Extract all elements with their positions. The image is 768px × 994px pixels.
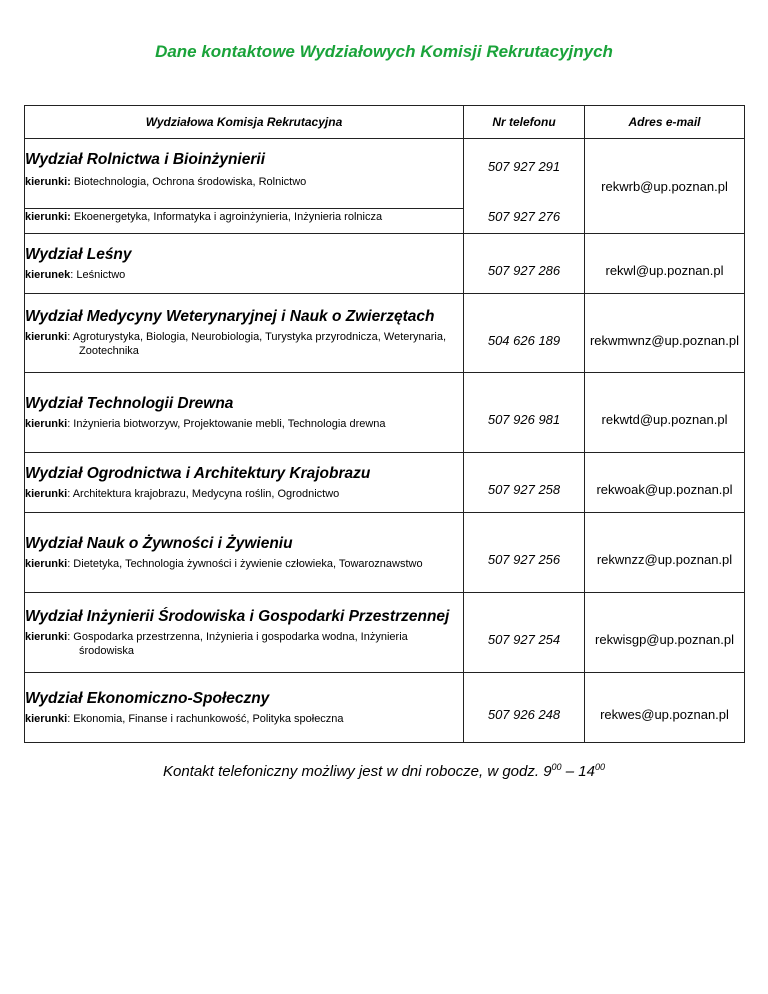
email-cell xyxy=(585,593,745,673)
programs xyxy=(25,268,463,282)
email-cell xyxy=(585,373,745,453)
faculty-cell xyxy=(25,373,464,453)
programs-label: kierunki xyxy=(25,417,68,430)
programs-list: Biotechnologia, Ochrona środowiska, Rolnictwo xyxy=(70,175,307,188)
header-email: Adres e-mail xyxy=(585,106,745,139)
phone-number[interactable]: 504 626 189 xyxy=(487,332,561,348)
programs xyxy=(25,417,463,431)
phone-cell xyxy=(464,139,585,209)
faculty-name: Wydział Technologii Drewna xyxy=(25,394,234,412)
email-address[interactable]: rekwoak@up.poznan.pl xyxy=(596,482,733,497)
programs xyxy=(25,175,463,189)
header-commission: Wydziałowa Komisja Rekrutacyjna xyxy=(25,106,464,139)
email-address[interactable]: rekwtd@up.poznan.pl xyxy=(601,412,728,427)
faculty-cell xyxy=(25,234,464,294)
programs xyxy=(25,557,463,571)
phone-number[interactable]: 507 927 258 xyxy=(487,482,561,497)
faculty-cell xyxy=(25,673,464,743)
email-cell xyxy=(585,453,745,513)
table-row xyxy=(25,139,745,209)
programs-list: : Ekonomia, Finanse i rachunkowość, Polityka społeczna xyxy=(67,712,344,725)
faculty-cell xyxy=(25,593,464,673)
table-row xyxy=(25,673,745,743)
programs-label: kierunki xyxy=(25,487,68,500)
faculty-name: Wydział Nauk o Żywności i Żywieniu xyxy=(25,534,293,552)
table-row xyxy=(25,234,745,294)
programs-label: kierunki: xyxy=(25,175,71,188)
faculty-name: Wydział Rolnictwa i Bioinżynierii xyxy=(25,150,266,168)
faculty-cell xyxy=(25,209,464,234)
programs-label: kierunki xyxy=(25,557,68,570)
faculty-cell xyxy=(25,453,464,513)
phone-cell xyxy=(464,593,585,673)
email-address[interactable]: rekwmwnz@up.poznan.pl xyxy=(589,332,740,348)
page-title: Dane kontaktowe Wydziałowych Komisji Rekrutacyjnych xyxy=(155,42,613,61)
programs-list: : Agroturystyka, Biologia, Neurobiologia, Turystyka przyrodnicza, Weterynaria, Zootechnika xyxy=(67,331,447,357)
footer-note xyxy=(0,762,768,780)
footer-sup-start: 00 xyxy=(551,762,562,772)
faculty-cell xyxy=(25,294,464,373)
email-cell xyxy=(585,139,745,234)
phone-number[interactable]: 507 927 291 xyxy=(487,159,561,174)
email-cell xyxy=(585,294,745,373)
phone-cell xyxy=(464,373,585,453)
phone-number[interactable]: 507 926 248 xyxy=(487,707,561,722)
programs-label: kierunek xyxy=(25,268,71,281)
contacts-table xyxy=(24,105,745,743)
faculty-name: Wydział Inżynierii Środowiska i Gospodarki Przestrzennej xyxy=(25,607,450,625)
programs-list: : Leśnictwo xyxy=(70,268,126,281)
faculty-cell xyxy=(25,139,464,209)
email-cell xyxy=(585,673,745,743)
faculty-name: Wydział Leśny xyxy=(25,245,132,263)
phone-number[interactable]: 507 926 981 xyxy=(487,412,561,427)
phone-cell xyxy=(464,673,585,743)
programs-label: kierunki xyxy=(25,630,68,643)
faculty-cell xyxy=(25,513,464,593)
phone-number[interactable]: 507 927 256 xyxy=(487,552,561,567)
email-address[interactable]: rekwes@up.poznan.pl xyxy=(600,707,729,722)
footer-dash: – 14 xyxy=(561,763,595,780)
programs xyxy=(25,630,463,658)
phone-cell xyxy=(464,513,585,593)
table-header-row xyxy=(25,106,745,139)
programs xyxy=(25,712,463,726)
table-row xyxy=(25,453,745,513)
phone-cell xyxy=(464,453,585,513)
header-phone: Nr telefonu xyxy=(464,106,585,139)
programs xyxy=(25,487,463,501)
programs xyxy=(25,210,463,224)
faculty-name: Wydział Ekonomiczno-Społeczny xyxy=(25,689,270,707)
faculty-name: Wydział Ogrodnictwa i Architektury Krajobrazu xyxy=(25,464,371,482)
programs xyxy=(25,330,463,358)
faculty-name: Wydział Medycyny Weterynaryjnej i Nauk o Zwierzętach xyxy=(25,308,435,325)
programs-label: kierunki: xyxy=(25,211,71,223)
programs-label: kierunki xyxy=(25,331,68,343)
programs-label: kierunki xyxy=(25,712,68,725)
email-address[interactable]: rekwnzz@up.poznan.pl xyxy=(596,552,733,567)
programs-list: : Gospodarka przestrzenna, Inżynieria i gospodarka wodna, Inżynieria środowiska xyxy=(67,630,408,657)
programs-list: : Dietetyka, Technologia żywności i żywienie człowieka, Towaroznawstwo xyxy=(67,557,423,570)
email-address[interactable]: rekwrb@up.poznan.pl xyxy=(601,178,728,194)
table-row xyxy=(25,593,745,673)
email-cell xyxy=(585,513,745,593)
table-row xyxy=(25,373,745,453)
phone-cell xyxy=(464,234,585,294)
phone-number[interactable]: 507 927 254 xyxy=(487,632,561,647)
phone-number[interactable]: 507 927 276 xyxy=(487,208,561,224)
email-address[interactable]: rekwisgp@up.poznan.pl xyxy=(595,632,734,647)
footer-sup-end: 00 xyxy=(594,762,605,772)
phone-cell xyxy=(464,209,585,234)
footer-text: Kontakt telefoniczny możliwy jest w dni robocze, w godz. 9 xyxy=(163,763,552,780)
email-address[interactable]: rekwl@up.poznan.pl xyxy=(605,263,724,278)
email-cell xyxy=(585,234,745,294)
table-row xyxy=(25,513,745,593)
phone-cell xyxy=(464,294,585,373)
table-row xyxy=(25,294,745,373)
programs-list: Ekoenergetyka, Informatyka i agroinżynieria, Inżynieria rolnicza xyxy=(70,211,383,223)
programs-list: : Inżynieria biotworzyw, Projektowanie mebli, Technologia drewna xyxy=(67,417,386,430)
programs-list: : Architektura krajobrazu, Medycyna roślin, Ogrodnictwo xyxy=(67,487,340,500)
phone-number[interactable]: 507 927 286 xyxy=(487,263,561,278)
